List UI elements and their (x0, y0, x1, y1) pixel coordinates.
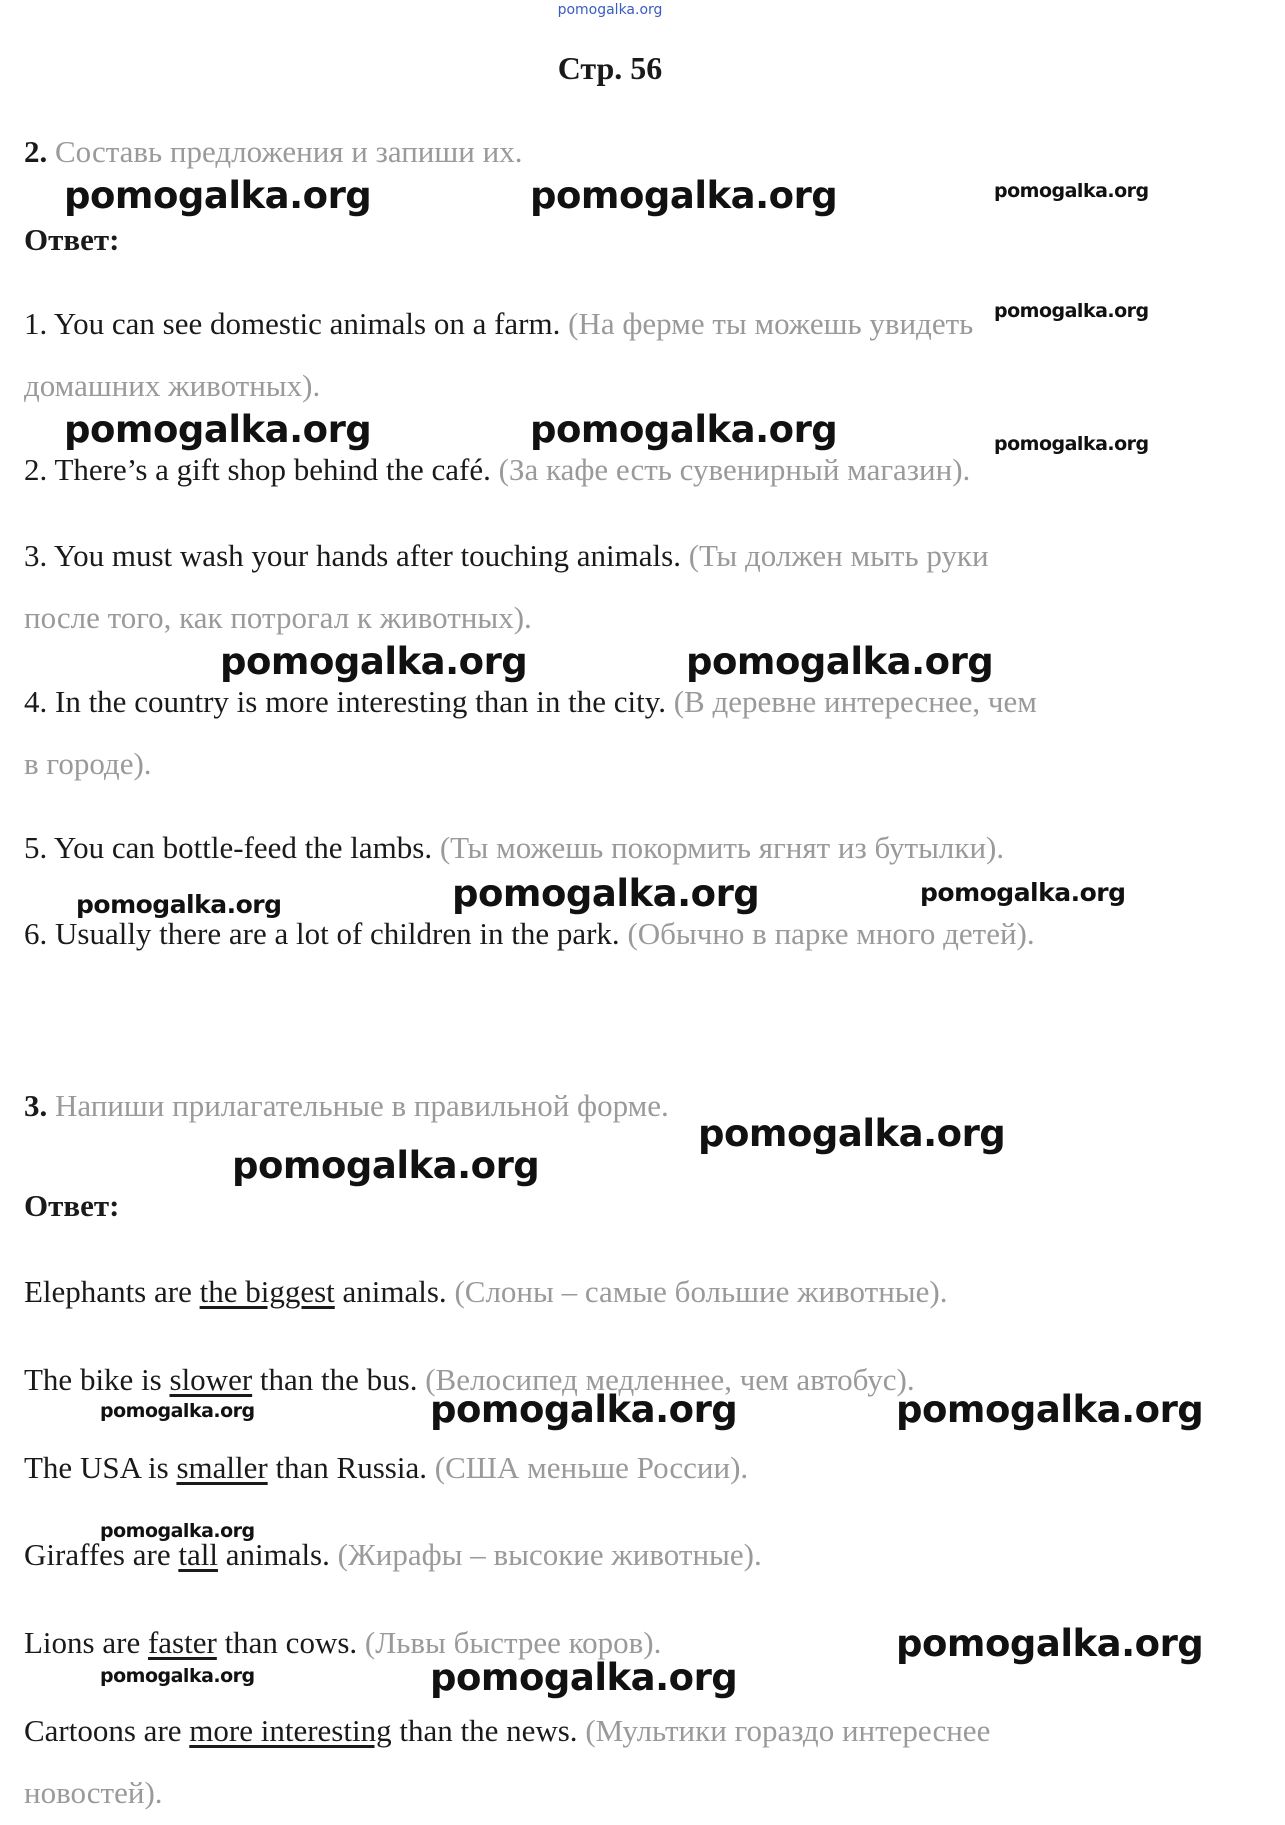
task2-line1 (24, 306, 973, 342)
task2-line1-ru-cont: домашних животных). (24, 368, 321, 403)
task3-sentence-3 (24, 1450, 748, 1486)
task3-heading (24, 1088, 669, 1124)
task3-s6-pre: Cartoons are (24, 1713, 190, 1748)
task3-s4-post: animals. (217, 1537, 330, 1572)
site-watermark-top: pomogalka.org (557, 2, 663, 18)
task2-line6-en: 6. Usually there are a lot of children in the park. (24, 916, 620, 951)
task2-heading (24, 134, 522, 170)
watermark: pomogalka.org (100, 1520, 255, 1542)
task3-sentence-1 (24, 1274, 947, 1310)
task3-number: 3. (24, 1088, 48, 1123)
watermark: pomogalka.org (896, 1622, 1204, 1665)
task2-line3-ru: (Ты должен мыть руки (688, 538, 989, 573)
task3-s1-pre: Elephants are (24, 1274, 200, 1309)
task2-line6 (24, 916, 1035, 952)
task3-prompt: Напиши прилагательные в правильной форме. (55, 1088, 669, 1123)
task3-s1-adjective: the biggest (199, 1274, 335, 1309)
watermark: pomogalka.org (686, 640, 994, 683)
task2-line1-ru: (На ферме ты можешь увидеть (568, 306, 974, 341)
watermark: pomogalka.org (100, 1665, 255, 1687)
task2-line2-en: 2. There’s a gift shop behind the café. (24, 452, 491, 487)
watermark: pomogalka.org (100, 1400, 255, 1422)
task2-line4 (24, 684, 1037, 720)
watermark: pomogalka.org (530, 408, 838, 451)
task3-s3-adjective: smaller (176, 1450, 268, 1485)
task2-line3-ru-cont: после того, как потрогал к животных). (24, 600, 532, 635)
task3-s3-post: than Russia. (267, 1450, 427, 1485)
task2-line5 (24, 830, 1004, 866)
watermark: pomogalka.org (220, 640, 528, 683)
task3-answer-label: Ответ: (24, 1188, 120, 1223)
task3-s3-pre: The USA is (24, 1450, 177, 1485)
task2-line4-ru-cont: в городе). (24, 746, 152, 781)
watermark: pomogalka.org (994, 180, 1149, 202)
task3-s5-post: than cows. (216, 1625, 358, 1660)
task3-s2-ru: (Велосипед медленнее, чем автобус). (425, 1362, 915, 1397)
task2-line2-ru: (За кафе есть сувенирный магазин). (498, 452, 971, 487)
watermark: pomogalka.org (896, 1388, 1204, 1431)
watermark: pomogalka.org (430, 1388, 738, 1431)
task3-sentence-4 (24, 1537, 762, 1573)
task2-line3-en: 3. You must wash your hands after touching animals. (24, 538, 681, 573)
task3-s5-adjective: faster (147, 1625, 217, 1660)
watermark: pomogalka.org (452, 872, 760, 915)
task3-s4-ru: (Жирафы – высокие животные). (337, 1537, 762, 1572)
task3-s2-post: than the bus. (252, 1362, 418, 1397)
watermark: pomogalka.org (64, 174, 372, 217)
task3-s6-post: than the news. (391, 1713, 578, 1748)
task3-s1-ru: (Слоны – самые большие животные). (454, 1274, 948, 1309)
task2-answer-label: Ответ: (24, 222, 120, 257)
task3-s3-ru: (США меньше России). (434, 1450, 749, 1485)
watermark: pomogalka.org (64, 408, 372, 451)
task3-s2-adjective: slower (169, 1362, 253, 1397)
watermark: pomogalka.org (530, 174, 838, 217)
watermark: pomogalka.org (994, 300, 1149, 322)
task3-s6-adjective: more interesting (189, 1713, 392, 1748)
task2-number: 2. (24, 134, 48, 169)
task2-line5-ru: (Ты можешь покормить ягнят из бутылки). (439, 830, 1005, 865)
task3-s5-pre: Lions are (24, 1625, 148, 1660)
task2-line2 (24, 452, 970, 488)
watermark: pomogalka.org (430, 1656, 738, 1699)
task2-line6-ru: (Обычно в парке много детей). (627, 916, 1035, 951)
watermark: pomogalka.org (994, 433, 1149, 455)
watermark: pomogalka.org (76, 890, 282, 919)
task3-s1-post: animals. (334, 1274, 447, 1309)
page-title: Стр. 56 (557, 50, 663, 86)
task2-line3 (24, 538, 989, 574)
task2-prompt: Составь предложения и запиши их. (55, 134, 523, 169)
task2-line1-en: 1. You can see domestic animals on a farm. (24, 306, 561, 341)
task3-s5-ru: (Львы быстрее коров). (364, 1625, 662, 1660)
task2-line5-en: 5. You can bottle-feed the lambs. (24, 830, 433, 865)
task3-s4-pre: Giraffes are (24, 1537, 179, 1572)
task2-line4-ru: (В деревне интереснее, чем (673, 684, 1037, 719)
task3-sentence-6 (24, 1713, 990, 1749)
watermark: pomogalka.org (232, 1144, 540, 1187)
task3-s2-pre: The bike is (24, 1362, 170, 1397)
watermark: pomogalka.org (698, 1112, 1006, 1155)
task3-s6-ru: (Мультики гораздо интереснее (585, 1713, 991, 1748)
watermark: pomogalka.org (920, 878, 1126, 907)
task3-s4-adjective: tall (178, 1537, 218, 1572)
task2-line4-en: 4. In the country is more interesting than in the city. (24, 684, 666, 719)
task3-s6-ru-cont: новостей). (24, 1775, 163, 1810)
